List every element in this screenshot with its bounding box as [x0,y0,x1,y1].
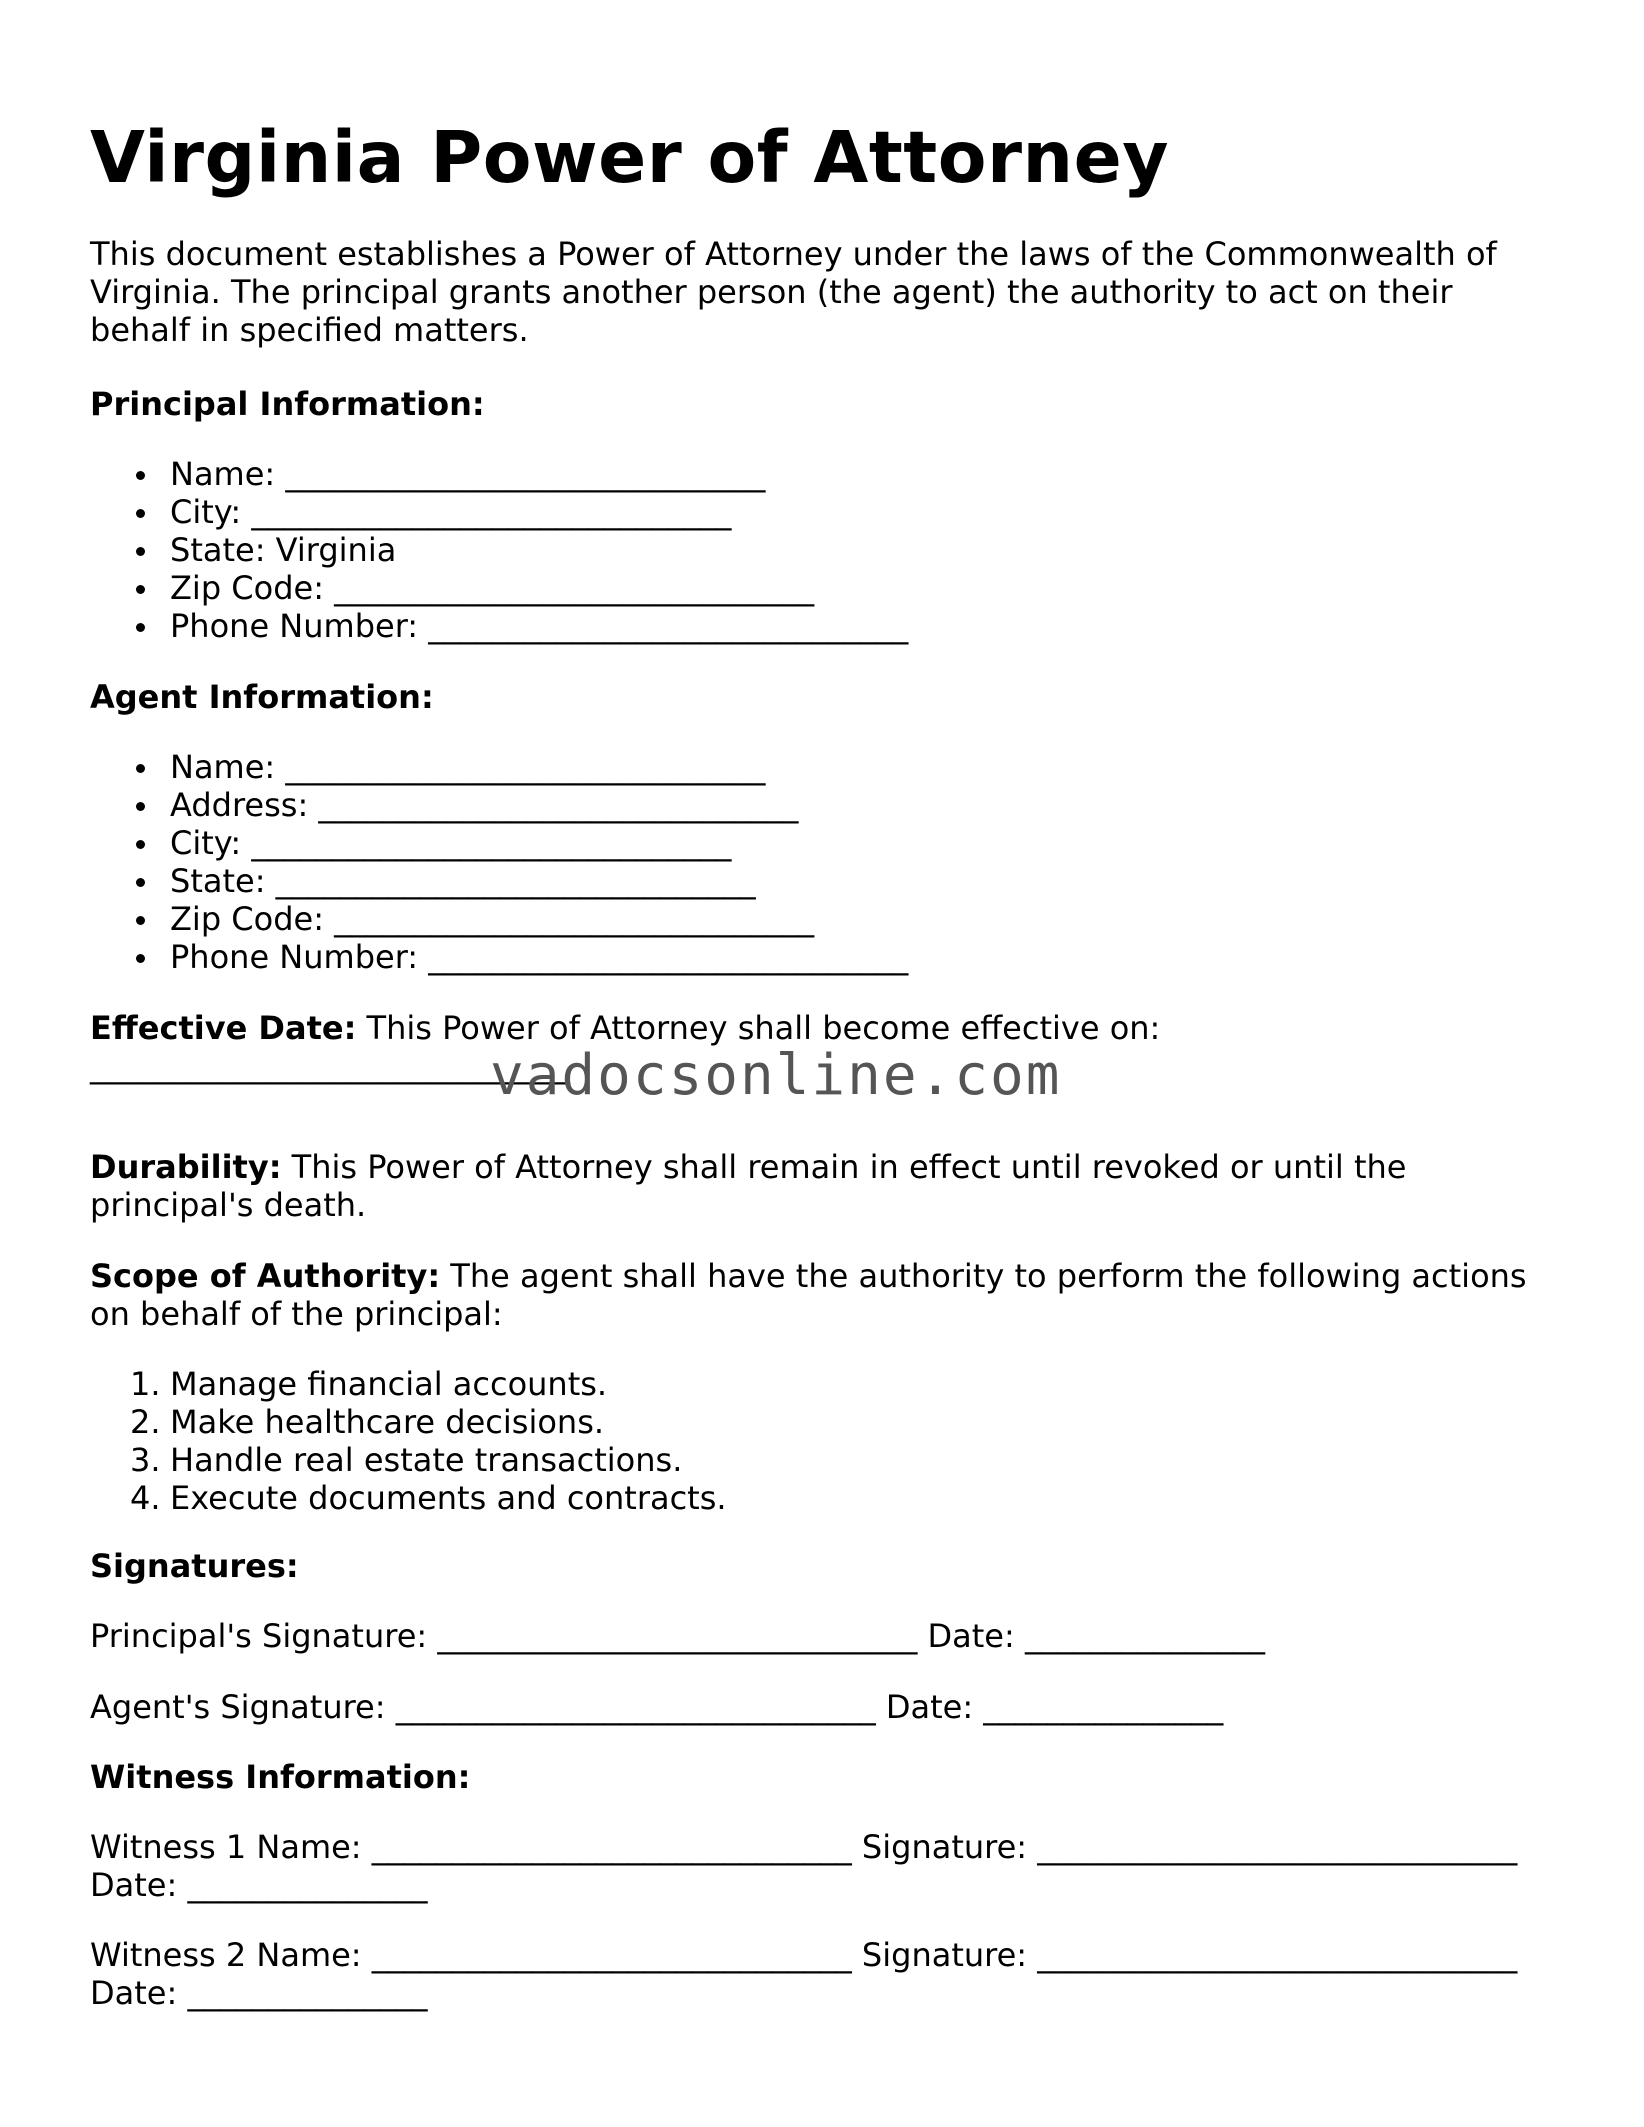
scope-action-list [90,1365,1570,1517]
witness-2-section[interactable] [90,1936,1570,2012]
watermark-text: vadocsonline.com [490,1043,1062,1108]
scope-item: 1. Manage financial accounts. [130,1365,608,1403]
scope-item: 4. Execute documents and contracts. [130,1479,727,1517]
intro-line: Virginia. The principal grants another person (the agent) the authority to act on their [90,273,1453,311]
durability-label: Durability: [90,1148,282,1186]
principal-zip-field[interactable]: Zip Code: ______________________________ [90,569,1570,607]
witness-2-name-signature[interactable]: Witness 2 Name: ______________________________ Signature: ______________________________ [90,1936,1518,1974]
scope-text: The agent shall have the authority to perform the following actions [440,1257,1527,1295]
scope-section [90,1257,1570,1333]
signatures-heading: Signatures: [90,1547,299,1585]
principal-signature-line[interactable]: Principal's Signature: ______________________________ Date: _______________ [90,1617,1265,1655]
principal-heading: Principal Information: [90,385,485,423]
agent-signature-line[interactable]: Agent's Signature: ______________________________ Date: _______________ [90,1688,1224,1726]
agent-city-field[interactable]: City: ______________________________ [90,824,1570,862]
witness-1-name-signature[interactable]: Witness 1 Name: ______________________________ Signature: ______________________________ [90,1828,1518,1866]
durability-text-cont: principal's death. [90,1186,367,1224]
agent-address-field[interactable]: Address: ______________________________ [90,786,1570,824]
effective-date-label: Effective Date: [90,1009,357,1047]
principal-name-field[interactable]: Name: ______________________________ [90,455,1570,493]
durability-text: This Power of Attorney shall remain in effect until revoked or until the [281,1148,1407,1186]
intro-paragraph [90,235,1570,349]
agent-phone-field[interactable]: Phone Number: ______________________________ [90,938,1570,976]
intro-line: behalf in specified matters. [90,311,529,349]
intro-line: This document establishes a Power of Attorney under the laws of the Commonwealth of [90,235,1497,273]
principal-field-list [90,455,1570,645]
durability-section [90,1148,1570,1224]
witness-2-date[interactable]: Date: _______________ [90,1974,428,2012]
principal-state-field: State: Virginia [90,531,1570,569]
agent-zip-field[interactable]: Zip Code: ______________________________ [90,900,1570,938]
witness-1-date[interactable]: Date: _______________ [90,1866,428,1904]
witness-1-section[interactable] [90,1828,1570,1904]
document-title: Virginia Power of Attorney [90,116,1170,199]
scope-text-cont: on behalf of the principal: [90,1295,503,1333]
scope-item: 2. Make healthcare decisions. [130,1403,605,1441]
agent-field-list [90,748,1570,976]
effective-date-blank[interactable]: ______________________________ [90,1047,570,1085]
principal-city-field[interactable]: City: ______________________________ [90,493,1570,531]
effective-date-text: This Power of Attorney shall become effective on: [356,1009,1161,1047]
agent-heading: Agent Information: [90,678,434,716]
witness-heading: Witness Information: [90,1758,471,1796]
scope-label: Scope of Authority: [90,1257,441,1295]
agent-state-field[interactable]: State: ______________________________ [90,862,1570,900]
scope-item: 3. Handle real estate transactions. [130,1441,683,1479]
agent-name-field[interactable]: Name: ______________________________ [90,748,1570,786]
principal-phone-field[interactable]: Phone Number: ______________________________ [90,607,1570,645]
